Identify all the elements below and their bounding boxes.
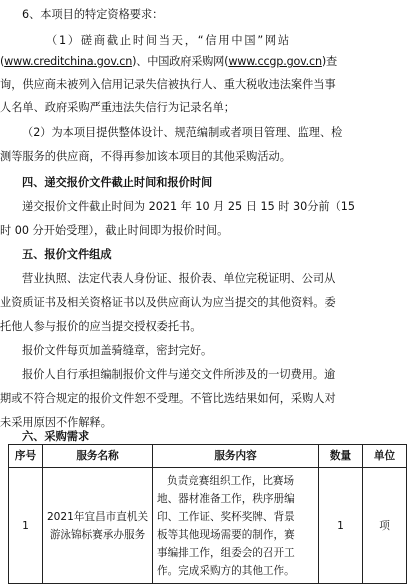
section-6b-heading: 六、采购需求 [22,430,90,443]
cell-unit: 项 [363,468,407,584]
paragraph-line: （1）磋商截止时间当天，“信用中国”网站 [46,34,291,47]
table-header-row [9,445,407,468]
paragraph-line: 未采用原因不作解释。 [0,416,112,429]
cell-service-content: 负责竞赛组织工作，比赛场 地、器材准备工作，秩序册编 印、工作证、奖杯奖牌、背景 板等其他现场需要的制作，赛 事编排工作，组委会的召开工 作。完成采购方的其他工作。 [153,468,319,584]
ccgp-link[interactable]: www.ccgp.gov.cn [228,55,322,68]
section-4-heading: 四、递交报价文件截止时间和报价时间 [22,176,213,189]
paragraph-line: 报价文件每页加盖骑缝章，密封完好。 [22,344,213,357]
paragraph-line: 托他人参与报价的应当提交授权委托书。 [0,320,202,333]
paragraph-line: 测等服务的供应商，不得再参加该本项目的其他采购活动。 [0,150,291,163]
creditchina-link[interactable]: www.creditchina.gov.cn [4,55,133,68]
header-service-content: 服务内容 [153,445,319,468]
header-unit: 单位 [363,445,407,468]
procurement-table [8,444,407,584]
paragraph-line: 营业执照、法定代表人身份证、报价表、单位完税证明、公司从 [22,272,336,285]
paragraph-line: 时 00 分开始受理），截止时间即为报价时间。 [0,224,229,237]
header-quantity: 数量 [319,445,363,468]
paragraph-line: 递交报价文件截止时间为 2021 年 10 月 25 日 15 时 30分前（15 [22,200,356,213]
paragraph-line: 询，供应商未被列入信用记录失信被执行人、重大税收违法案件当事 [0,78,336,91]
paragraph-line: 业资质证书及相关资格证书以及供应商认为应当提交的其他资料。委 [0,296,336,309]
section-6-title: 6、本项目的特定资格要求： [22,8,164,21]
cell-quantity: 1 [319,468,363,584]
table-row [9,468,407,584]
header-no: 序号 [9,445,43,468]
paragraph-line: (www.creditchina.gov.cn)、中国政府采购网(www.ccgp.gov.cn)查 [0,55,338,68]
paragraph-line: 报价人自行承担编制报价文件与递交文件所涉及的一切费用。逾 [22,368,336,381]
paragraph-line: 人名单、政府采购严重违法失信行为记录名单； [0,101,235,114]
section-5-heading: 五、报价文件组成 [22,248,112,261]
paragraph-line: （2）为本项目提供整体设计、规范编制或者项目管理、监理、检 [22,126,343,139]
cell-no: 1 [9,468,43,584]
header-service-name: 服务名称 [43,445,153,468]
cell-service-name: 2021年宜昌市直机关 游泳锦标赛承办服务 [43,468,153,584]
paragraph-line: 期或不符合规定的报价文件恕不受理。不管比选结果如何，采购人对 [0,392,336,405]
